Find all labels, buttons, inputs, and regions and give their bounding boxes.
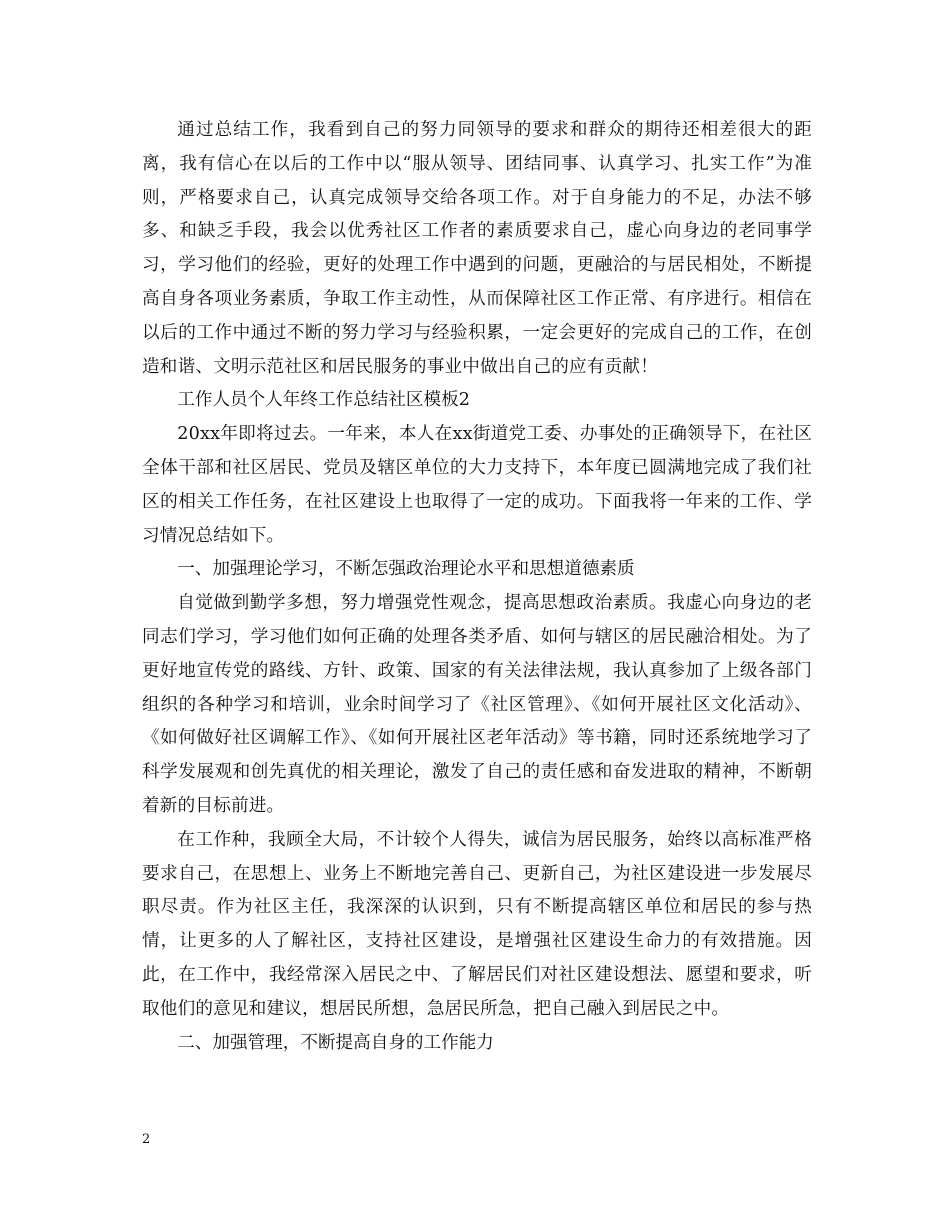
document-body: [142, 114, 812, 1060]
paragraph-conclusion: 通过总结工作，我看到自己的努力同领导的要求和群众的期待还相差很大的距离，我有信心在以后的工作中以“服从领导、团结同事、认真学习、扎实工作”为准则，严格要求自己，认真完成领导交给各项工作。对于自身能力的不足，办法不够多、和缺乏手段，我会以优秀社区工作者的素质要求自己，虚心向身边的老同事学习，学习他们的经验，更好的处理工作中遇到的问题，更融洽的与居民相处，不断提高自身各项业务素质，争取工作主动性，从而保障社区工作正常、有序进行。相信在以后的工作中通过不断的努力学习与经验积累，一定会更好的完成自己的工作，在创造和谐、文明示范社区和居民服务的事业中做出自己的应有贡献！: [142, 120, 812, 377]
paragraph-study: 自觉做到勤学多想，努力增强党性观念，提高思想政治素质。我虚心向身边的老同志们学习，学习他们如何正确的处理各类矛盾、如何与辖区的居民融洽相处。为了更好地宣传党的路线、方针、政策、国家的有关法律法规，我认真参加了上级各部门组织的各种学习和培训，业余时间学习了《社区管理》、《如何开展社区文化活动》、《如何做好社区调解工作》、《如何开展社区老年活动》等书籍，同时还系统地学习了科学发展观和创先真优的相关理论，激发了自己的责任感和奋发进取的精神，不断朝着新的目标前进。: [142, 593, 812, 816]
paragraph-work-attitude: 在工作种，我顾全大局，不计较个人得失，诚信为居民服务，始终以高标准严格要求自己，在思想上、业务上不断地完善自己、更新自己，为社区建设进一步发展尽职尽责。作为社区主任，我深深的认识到，只有不断提高辖区单位和居民的参与热情，让更多的人了解社区，支持社区建设，是增强社区建设生命力的有效措施。因此，在工作中，我经常深入居民之中、了解居民们对社区建设想法、愿望和要求，听取他们的意见和建议，想居民所想，急居民所急，把自己融入到居民之中。: [142, 829, 812, 1019]
heading-theory-study: 一、加强理论学习，不断怎强政治理论水平和思想道德素质: [177, 559, 635, 580]
page-number: 2: [142, 1132, 151, 1147]
paragraph-intro: 20xx年即将过去。一年来，本人在xx街道党工委、办事处的正确领导下，在社区全体干部和社区居民、党员及辖区单位的大力支持下，本年度已圆满地完成了我们社区的相关工作任务，在社区建设上也取得了一定的成功。下面我将一年来的工作、学习情况总结如下。: [142, 424, 812, 546]
heading-management: 二、加强管理，不断提高自身的工作能力: [177, 1032, 494, 1053]
section-title-template-2: 工作人员个人年终工作总结社区模板2: [177, 390, 470, 411]
